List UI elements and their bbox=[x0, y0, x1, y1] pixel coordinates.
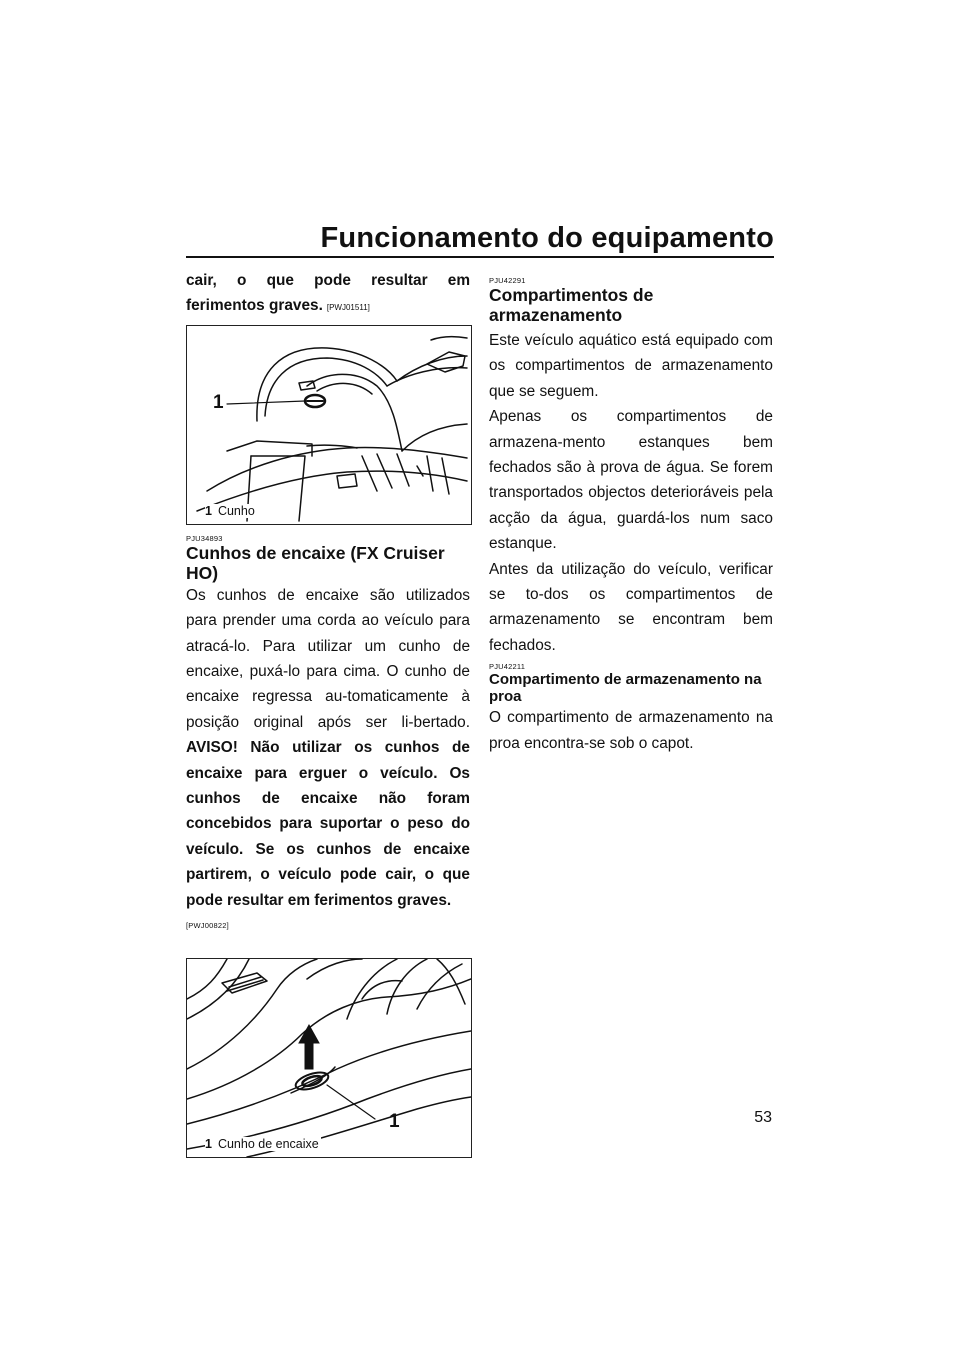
figure2-caption-text: Cunho de encaixe bbox=[217, 1137, 319, 1152]
continuation-code: [PWJ01511] bbox=[326, 303, 370, 313]
continuation-text: cair, o que pode resultar em ferimentos graves. bbox=[186, 272, 470, 315]
figure2-callout: 1 bbox=[389, 1111, 400, 1133]
page-number: 53 bbox=[754, 1109, 772, 1126]
section3-heading: Compartimento de armazenamento na proa bbox=[489, 671, 762, 706]
section1-body bbox=[186, 583, 470, 913]
section1-warning: AVISO! Não utilizar os cunhos de encaixe para erguer o veículo. Os cunhos de encaixe não foram concebidos para suportar o peso do veículo. Se os cunhos de encaixe partirem, o veículo pode cair, o que pode resultar em ferimentos graves. bbox=[186, 739, 470, 909]
figure2-caption bbox=[205, 1137, 321, 1151]
figure-cunho-encaixe bbox=[186, 958, 472, 1158]
cunho-illustration bbox=[187, 326, 471, 524]
section1-warning-code: [PWJ00822] bbox=[186, 921, 229, 931]
figure1-callout: 1 bbox=[213, 391, 224, 413]
figure-cunho bbox=[186, 325, 472, 525]
right-column bbox=[489, 276, 773, 756]
section2-code: PJU42291 bbox=[489, 276, 526, 285]
section2-heading: Compartimentos de armazenamento bbox=[489, 285, 654, 325]
figure1-caption-number: 1 bbox=[205, 503, 212, 518]
section2-para1: Este veículo aquático está equipado com os compartimentos de armazenamento que se seguem. bbox=[489, 332, 773, 400]
continuation-warning bbox=[186, 268, 470, 321]
section1-body-text: Os cunhos de encaixe são utilizados para prender uma corda ao veículo para atracá-lo. Para utilizar um cunho de encaixe, puxá-lo para cima. O cunho de encaixe regressa au-tomaticamente à posição original após ser li-bertado. bbox=[186, 586, 470, 731]
section3-body: O compartimento de armazenamento na proa encontra-se sob o capot. bbox=[489, 709, 773, 752]
section2-para3: Antes da utilização do veículo, verificar se to-dos os compartimentos de armazenamento se encontram bem fechados. bbox=[489, 560, 773, 654]
figure1-caption bbox=[205, 504, 257, 518]
left-column bbox=[186, 268, 470, 1158]
figure2-caption-number: 1 bbox=[205, 1137, 212, 1152]
section1-heading: Cunhos de encaixe (FX Cruiser HO) bbox=[186, 542, 445, 583]
figure1-caption-text: Cunho bbox=[217, 503, 255, 518]
section3-code: PJU42211 bbox=[489, 662, 526, 672]
header-rule bbox=[186, 256, 774, 258]
section2-para2: Apenas os compartimentos de armazena-mento estanques bem fechados são à prova de água. Se forem transportados objectos deterioráveis pela acção da água, guardá-los num saco estanque. bbox=[489, 408, 773, 553]
page-header-title: Funcionamento do equipamento bbox=[320, 222, 774, 254]
cunho-encaixe-illustration bbox=[187, 959, 471, 1157]
section1-code: PJU34893 bbox=[186, 533, 223, 543]
